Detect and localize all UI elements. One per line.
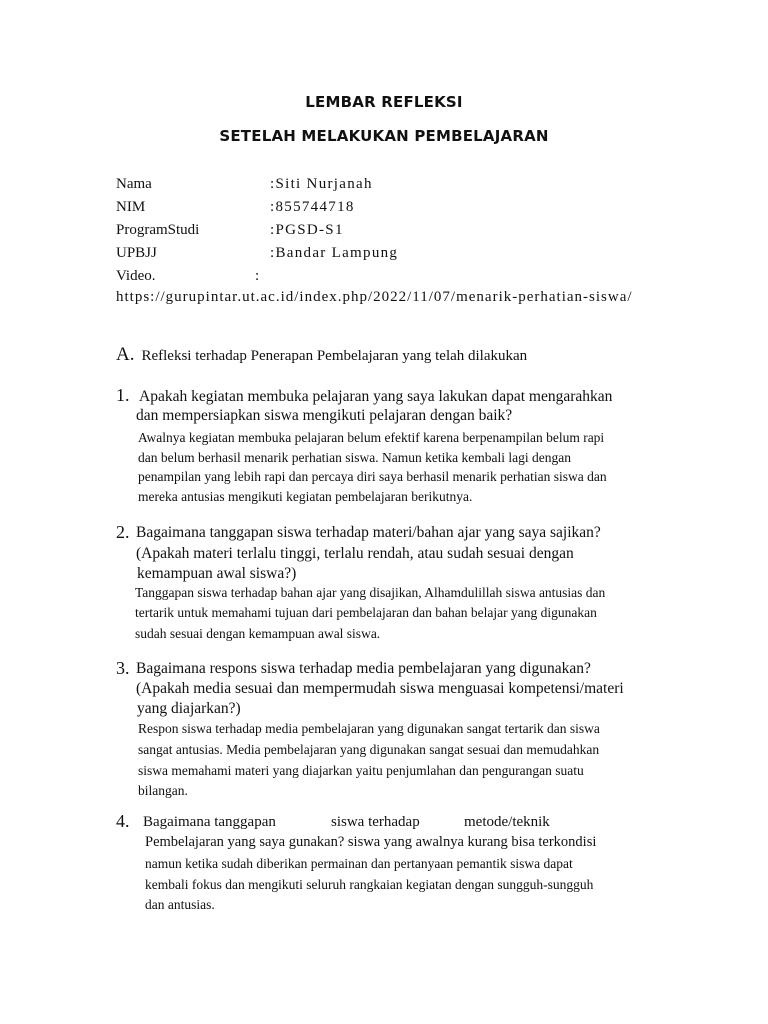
answer-line: Tanggapan siswa terhadap bahan ajar yang disajikan, Alhamdulillah siswa antusias dan bbox=[135, 585, 606, 600]
question-line: kemampuan awal siswa?) bbox=[137, 565, 297, 582]
info-label: NIM bbox=[116, 199, 146, 215]
answer-line: Awalnya kegiatan membuka pelajaran belum efektif karena berpenampilan belum rapi bbox=[138, 430, 605, 445]
info-label: Video. bbox=[116, 268, 156, 284]
info-value: :Siti Nurjanah bbox=[270, 176, 373, 192]
info-label: UPBJJ bbox=[116, 245, 157, 261]
answer-line: bilangan. bbox=[138, 783, 188, 798]
answer-line: Pembelajaran yang saya gunakan? siswa yang awalnya kurang bisa terkondisi bbox=[145, 834, 597, 850]
question-number: 3. bbox=[116, 658, 130, 678]
question-line: (Apakah media sesuai dan mempermudah siswa menguasai kompetensi/materi bbox=[136, 680, 624, 697]
question-number: 2. bbox=[116, 522, 130, 542]
question-line: Bagaimana tanggapan siswa terhadap materi/bahan ajar yang saya sajikan? bbox=[136, 524, 601, 541]
answer-line: dan belum berhasil menarik perhatian siswa. Namun ketika kembali lagi dengan bbox=[138, 450, 571, 465]
info-value: :855744718 bbox=[270, 199, 355, 215]
document-subtitle: SETELAH MELAKUKAN PEMBELAJARAN bbox=[219, 127, 549, 145]
question-line-part: siswa terhadap bbox=[331, 814, 420, 830]
info-label: Nama bbox=[116, 176, 152, 192]
question-number: 4. bbox=[116, 811, 130, 831]
question-line: Bagaimana respons siswa terhadap media pembelajaran yang digunakan? bbox=[136, 660, 591, 677]
question-line: yang diajarkan?) bbox=[137, 700, 241, 717]
video-url[interactable]: https://gurupintar.ut.ac.id/index.php/2022/11/07/menarik-perhatian-siswa/ bbox=[116, 289, 633, 305]
answer-line: namun ketika sudah diberikan permainan dan pertanyaan pemantik siswa dapat bbox=[145, 856, 573, 871]
info-value: :PGSD-S1 bbox=[270, 222, 344, 238]
question-number: 1. bbox=[116, 385, 130, 405]
answer-line: sudah sesuai dengan kemampuan awal siswa. bbox=[135, 626, 381, 641]
answer-line: penampilan yang lebih rapi dan percaya diri saya berhasil menarik perhatian siswa dan bbox=[138, 469, 607, 484]
answer-line: siswa memahami materi yang diajarkan yaitu penjumlahan dan pengurangan suatu bbox=[138, 763, 584, 778]
answer-line: mereka antusias mengikuti kegiatan pembelajaran berikutnya. bbox=[138, 489, 473, 504]
answer-line: sangat antusias. Media pembelajaran yang digunakan sangat sesuai dan memudahkan bbox=[138, 742, 600, 757]
section-heading bbox=[116, 344, 527, 366]
info-label: ProgramStudi bbox=[116, 222, 200, 238]
question-line: (Apakah materi terlalu tinggi, terlalu rendah, atau sudah sesuai dengan bbox=[136, 545, 574, 562]
info-value: :Bandar Lampung bbox=[270, 245, 399, 261]
info-value: : bbox=[255, 268, 260, 284]
document-title: LEMBAR REFLEKSI bbox=[305, 93, 463, 111]
question-line-part: Bagaimana tanggapan bbox=[143, 814, 276, 830]
question-line: dan mempersiapkan siswa mengikuti pelajaran dengan baik? bbox=[136, 407, 513, 424]
answer-line: kembali fokus dan mengikuti seluruh rangkaian kegiatan dengan sungguh-sungguh bbox=[145, 877, 594, 892]
answer-line: tertarik untuk memahami tujuan dari pembelajaran dan bahan belajar yang digunakan bbox=[135, 605, 597, 620]
question-line-part: metode/teknik bbox=[464, 814, 550, 830]
question-line: Apakah kegiatan membuka pelajaran yang saya lakukan dapat mengarahkan bbox=[139, 388, 613, 405]
answer-line: Respon siswa terhadap media pembelajaran yang digunakan sangat tertarik dan siswa bbox=[138, 721, 600, 736]
section-letter: A. bbox=[116, 344, 135, 365]
section-text: Refleksi terhadap Penerapan Pembelajaran yang telah dilakukan bbox=[141, 348, 528, 364]
answer-line: dan antusias. bbox=[145, 897, 215, 912]
